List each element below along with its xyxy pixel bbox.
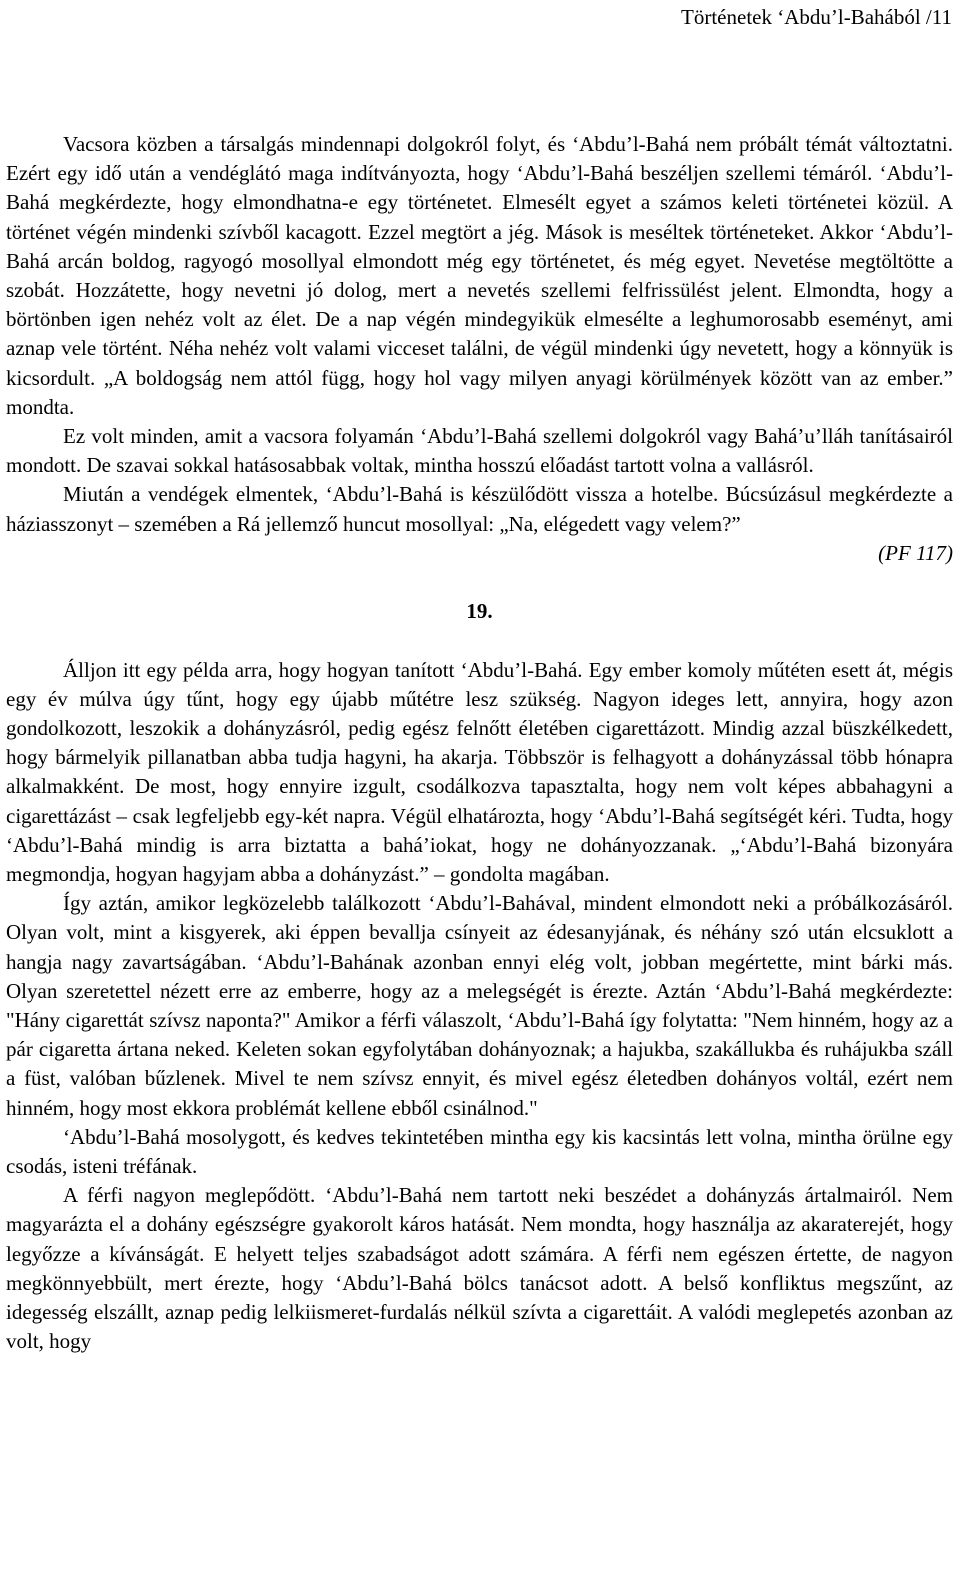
story-18-paragraph-2: Ez volt minden, amit a vacsora folyamán ‘Abdu’l-Bahá szellemi dolgokról vagy Bahá’u’lláh tanításairól mondott. De szavai sokkal hatásosabbak voltak, mintha hosszú előadást tartott volna a vallásról. <box>6 424 953 478</box>
blank-line <box>6 568 953 597</box>
story-19-paragraph-1: Álljon itt egy példa arra, hogy hogyan tanított ‘Abdu’l-Bahá. Egy ember komoly műtéten esett át, mégis egy év múlva úgy tűnt, hogy egy újabb műtétre lesz szükség. Nagyon ideges lett, annyira, hogy azon gondolkozott, leszokik a dohányzásról, pedig egész felnőtt életében cigarettázott. Mindig azzal büszkélkedett, hogy bármelyik pillanatban abba tudja hagyni, ha akarja. Többször is felhagyott a dohányzással több hónapra alkalmakként. De most, hogy ennyire izgult, csodálkozva tapasztalta, hogy nem volt képes abbahagyni a cigarettázást – csak legfeljebb egy-két napra. Végül elhatározta, hogy ‘Abdu’l-Bahá segítségét kéri. Tudta, hogy ‘Abdu’l-Bahá mindig is arra biztatta a bahá’iokat, hogy ne dohányozzanak. „‘Abdu’l-Bahá bizonyára megmondja, hogyan hagyjam abba a dohányzást.” – gondolta magában. <box>6 657 953 887</box>
section-number: 19. <box>466 599 493 624</box>
story-18-paragraph-1: Vacsora közben a társalgás mindennapi dolgokról folyt, és ‘Abdu’l-Bahá nem próbált témát változtatni. Ezért egy idő után a vendéglátó maga indítványozta, hogy ‘Abdu’l-Bahá beszéljen szellemi témáról. ‘Abdu’l-Bahá megkérdezte, hogy elmondhatna-e egy történetet. Elmesélt egyet a számos keleti történetei közül. A történet végén mindenki szívből kacagott. Ezzel megtört a jég. Mások is meséltek történeteket. Akkor ‘Abdu’l-Bahá arcán boldog, ragyogó mosollyal elmondott még egy történetet, és még egyet. Nevetése megtöltötte a szobát. Hozzátette, hogy nevetni jó dolog, mert a nevetés szellemi felfrissülést jelent. Elmondta, hogy a börtönben igen nehéz volt az élet. De a nap végén mindegyikük elmesélte a leghumorosabb eseményt, ami aznap vele történt. Néha nehéz volt valami vicceset találni, de végül mindenki úgy nevetett, hogy a könnyük is kicsordult. „A boldogság nem attól függ, hogy hol vagy milyen anyagi körülmények között van az ember.” mondta. <box>6 132 953 419</box>
story-19-paragraph-4: A férfi nagyon meglepődött. ‘Abdu’l-Bahá nem tartott neki beszédet a dohányzás ártalmairól. Nem magyarázta el a dohány egészségre gyakorolt káros hatását. Nem mondta, hogy használja az akaraterejét, hogy legyőzze a kívánságát. E helyett teljes szabadságot adott számára. A férfi nem egészen értette, de nagyon megkönnyebbült, mert érezte, hogy ‘Abdu’l-Bahá bölcs tanácsot adott. A belső konfliktus megszűnt, az idegesség elszállt, aznap pedig lelkiismeret-furdalás nélkül szívta a cigarettáit. A valódi meglepetés azonban az volt, hogy <box>6 1183 953 1354</box>
story-19-paragraph-2: Így aztán, amikor legközelebb találkozott ‘Abdu’l-Bahával, mindent elmondott neki a próbálkozásáról. Olyan volt, mint a kisgyerek, aki éppen bevallja csínyeit az édesanyjának, és néhány szó után elcsuklott a hangja nagy zavartságában. ‘Abdu’l-Bahának azonban ennyi elég volt, jobban megértette, mint bárki más. Olyan szeretettel nézett erre az emberre, hogy az a melegségét is érezte. Aztán ‘Abdu’l-Bahá megkérdezte: "Hány cigarettát szívsz naponta?" Amikor a férfi válaszolt, ‘Abdu’l-Bahá így folytatta: "Nem hinném, hogy az a pár cigaretta ártana neked. Keleten sokan egyfolytában dohányoznak; a hajukba, szakállukba és ruhájukba száll a füst, valóban bűzlenek. Mivel te nem szívsz ennyit, és mivel egész életedben dohányos voltál, ezért nem hinném, hogy most ekkora problémát kellene ebből csinálnod." <box>6 891 953 1120</box>
running-header: Történetek ‘Abdu’l-Bahából /11 <box>681 5 952 29</box>
story-19-paragraph-3: ‘Abdu’l-Bahá mosolygott, és kedves tekintetében mintha egy kis kacsintás lett volna, mintha örülne egy csodás, isteni tréfának. <box>6 1124 953 1179</box>
blank-line <box>6 626 953 655</box>
story-18-paragraph-3: Miután a vendégek elmentek, ‘Abdu’l-Bahá is készülődött vissza a hotelbe. Búcsúzásul megkérdezte a háziasszonyt – szemében a Rá jellemző huncut mosollyal: „Na, elégedett vagy velem?” <box>6 482 953 536</box>
page-body <box>6 130 953 1356</box>
source-reference: (PF 117) <box>878 540 953 565</box>
